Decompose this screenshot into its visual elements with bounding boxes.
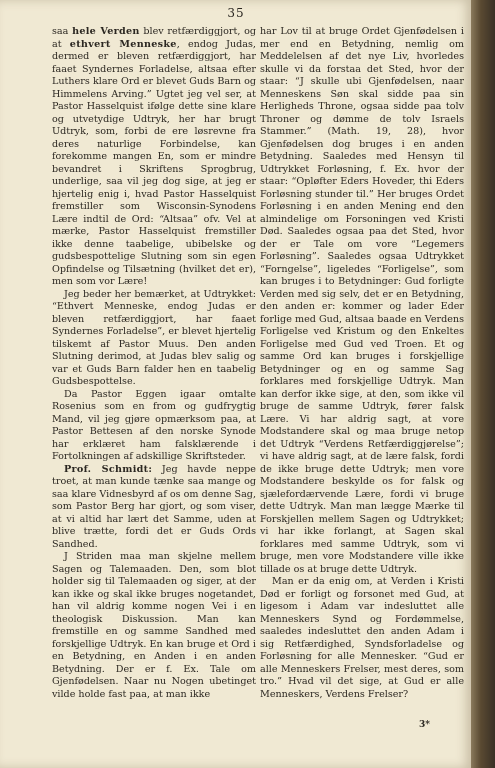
text-run: Jeg havde neppe troet, at man kunde tænke saa mange og saa klare Vidnesbyrd af os om denne Sag, som Pastor Berg har gjort, og som viser, at vi altid har lært det Samme, uden at blive trætte, fordi det er Guds Ords Sandhed. bbox=[52, 463, 256, 550]
paragraph: J Striden maa man skjelne mellem Sagen og Talemaaden. Den, som blot holder sig til Talemaaden og siger, at der kan ikke og skal ikke bruges nogetandet, han vil aldrig komme nogen Vei i en theologisk Diskussion. Man kan fremstille en og samme Sandhed med forskjellige Udtryk. En kan bruge et Ord i en Betydning, en Anden i en anden Betydning. Der er f. Ex. Tale om Gjenfødelsen. Naar nu Nogen ubetinget vilde holde fast paa, at man ikke bbox=[52, 551, 256, 700]
paragraph: Man er da enig om, at Verden i Kristi Død er forligt og forsonet med Gud, at ligesom i Adam var indesluttet alle Menneskers Synd og Fordømmelse, saaledes indesluttet den anden Adam i sig Retfærdighed, Syndsforladelse og Forløsning for alle Mennesker. “Gud er alle Menneskers Frelser, mest deres, som tro.” Hvad vil det sige, at Gud er alle Menneskers, Verdens Frelser? bbox=[260, 576, 464, 700]
book-spine-edge bbox=[471, 0, 495, 768]
left-column bbox=[52, 26, 256, 746]
bold-phrase: ethvert Menneske bbox=[69, 38, 177, 50]
paragraph: har Lov til at bruge Ordet Gjenfødelsen i mer end en Betydning, nemlig om Meddelelsen af det nye Liv, hvorledes skulle vi da forstaa det Sted, hvor der staar: “J skulle ubi Gjenfødelsen, naar Menneskens Søn skal sidde paa sin Herligheds Throne, ogsaa sidde paa tolv Throner og dømme de tolv Israels Stammer.” (Math. 19, 28), hvor Gjenfødelsen dog bruges i en anden Betydning. Saaledes med Hensyn til Udtrykket Forløsning, f. Ex. hvor der staar: “Opløfter Eders Hoveder, thi Eders Forløsning stunder til.” Her bruges Ordet Forløsning i en anden Mening end den almindelige om Forsoningen ved Kristi Død. Saaledes ogsaa paa det Sted, hvor der er Tale om vore “Legemers Forløsning”. Saaledes ogsaa Udtrykket “Forngelse”, ligeledes “Forligelse”, som kan bruges i to Betydninger: Gud forligte Verden med sig selv, det er en Betydning, den anden er: kommer og lader Eder forlige med Gud, altsaa baade en Verdens Forligelse ved Kristum og den Enkeltes Forligelse med Gud ved Troen. Et og samme Ord kan bruges i forskjellige Betydninger og en og samme Sag forklares med forskjellige Udtryk. Man kan derfor ikke sige, at den, som ikke vil bruge de samme Udtryk, fører falsk Lære. Vi har aldrig sagt, at vore Modstandere skal og maa bruge netop det Udtryk “Verdens Retfærdiggjørelse”; vi have aldrig sagt, at de lære falsk, fordi de ikke bruge dette Udtryk; men vore Modstandere beskylde os for falsk og sjælefordærvende Lære, fordi vi bruge dette Udtryk. Man man lægge Mærke til Forskjellen mellem Sagen og Udtrykket; vi har ikke forlangt, at Sagen skal forklares med samme Udtryk, som vi bruge, men vore Modstandere ville ikke tillade os at bruge dette Udtryk. bbox=[260, 26, 464, 575]
text-run: blev retfærdiggjort, og at bbox=[52, 26, 256, 50]
text-run: saa bbox=[52, 26, 73, 37]
right-column bbox=[260, 26, 464, 716]
text-run: , endog Judas, dermed er bleven retfærdiggjort, har faaet Syndernes Forladelse, altsaa efter Luthers klare Ord er blevet Guds Barn og Himmelens Arving.” Ugtet jeg vel ser, at Pastor Hasselquist ifølge dette sine klare og utvetydige Udtryk, her har brugt Udtryk, som, forbi de ere løsrevne fra deres naturlige Forbindelse, kan forekomme mangen En, som er mindre bevandret i Skriftens Sprogbrug, underlige, saa vil jeg dog sige, at jeg er hjertelig enig i, hvad Pastor Hasselquist fremstiller som Wisconsin-Synodens Lære indtil de Ord: “Altsaa” ofv. Vel at mærke, Pastor Hasselquist fremstiller ikke denne taabelige, ubibelske og gudsbespottelige Slutning som sin egen Opfindelse og Tilsætning (hvilket det er), men som vor Lære! bbox=[52, 38, 256, 287]
paragraph bbox=[52, 26, 256, 289]
printer-signature: 3* bbox=[419, 720, 430, 730]
paragraph: Jeg beder her bemærket, at Udtrykket: “Ethvert Menneske, endog Judas er bleven retfærdiggjort, har faaet Syndernes Forladelse”, er blevet hjertelig tilskemt af Pastor Muus. Den anden Slutning derimod, at Judas blev salig og var et Guds Barn falder hen en taabelig Gudsbespottelse. bbox=[52, 288, 256, 387]
speaker-name: Prof. Schmidt: bbox=[64, 463, 153, 475]
paragraph bbox=[52, 464, 256, 552]
page-number: 35 bbox=[227, 6, 245, 20]
bold-phrase: hele Verden bbox=[72, 26, 140, 37]
paragraph: Da Pastor Eggen igaar omtalte Rosenius som en from og gudfrygtig Mand, vil jeg gjøre opmærksom paa, at Pastor Bettesen af den norske Synode har erklæret ham falsklærende i Fortolkningen af adskillige Skriftsteder. bbox=[52, 388, 256, 462]
